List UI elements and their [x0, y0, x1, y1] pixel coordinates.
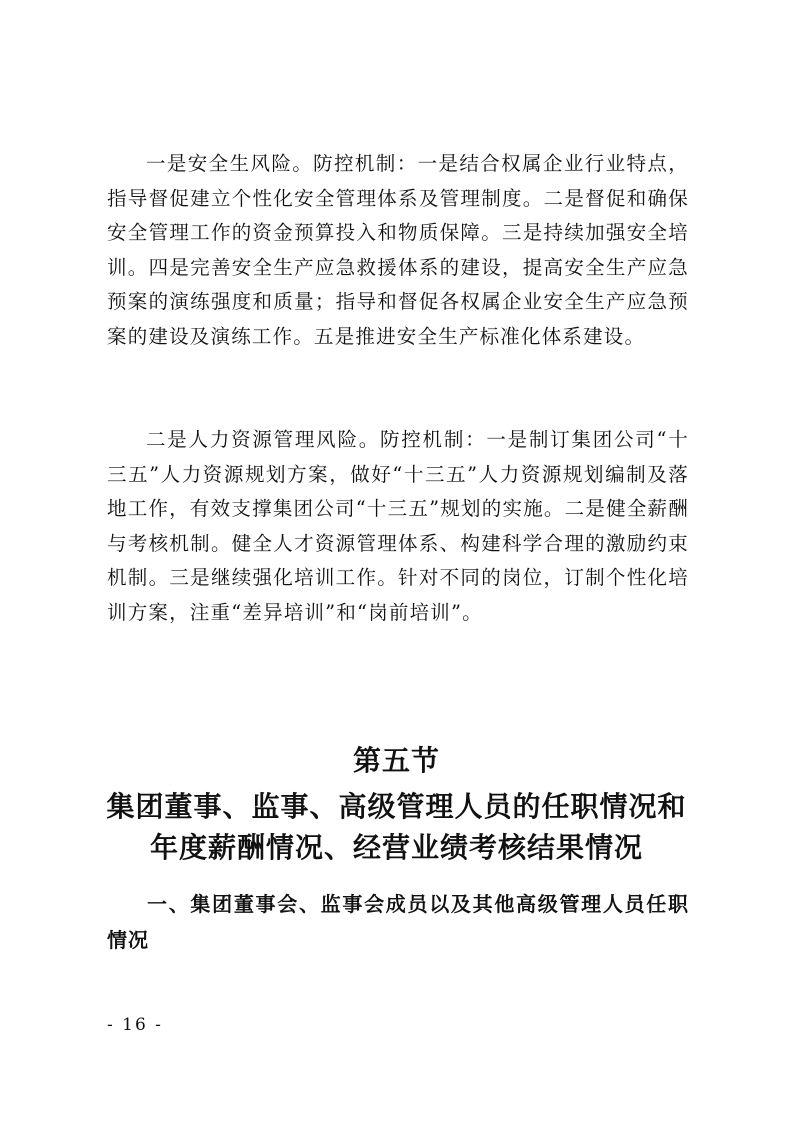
section-number: 第五节: [352, 744, 440, 777]
paragraph-safety-risk: 一是安全生风险。防控机制：一是结合权属企业行业特点，指导督促建立个性化安全管理体系及管理制度。二是督促和确保安全管理工作的资金预算投入和物质保障。三是持续加强安全培训。四是完善安全生产应急救援体系的建设，提高安全生产应急预案的演练强度和质量；指导和督促各权属企业安全生产应急预案的建设及演练工作。五是推进安全生产标准化体系建设。: [107, 152, 689, 348]
section-title-line-1: 集团董事、监事、高级管理人员的任职情况和: [106, 790, 687, 823]
section-title-line-2: 年度薪酬情况、经营业绩考核结果情况: [149, 831, 643, 864]
paragraph-hr-risk: 二是人力资源管理风险。防控机制：一是制订集团公司“十三五”人力资源规划方案，做好“十三五”人力资源规划编制及落地工作，有效支撑集团公司“十三五”规划的实施。二是健全薪酬与考核机制。健全人才资源管理体系、构建科学合理的激励约束机制。三是继续强化培训工作。针对不同的岗位，订制个性化培训方案，注重“差异培训”和“岗前培训”。: [107, 428, 689, 624]
subheading: 一、集团董事会、监事会成员以及其他高级管理人员任职情况: [107, 892, 689, 952]
page-number: - 16 -: [107, 1015, 163, 1035]
